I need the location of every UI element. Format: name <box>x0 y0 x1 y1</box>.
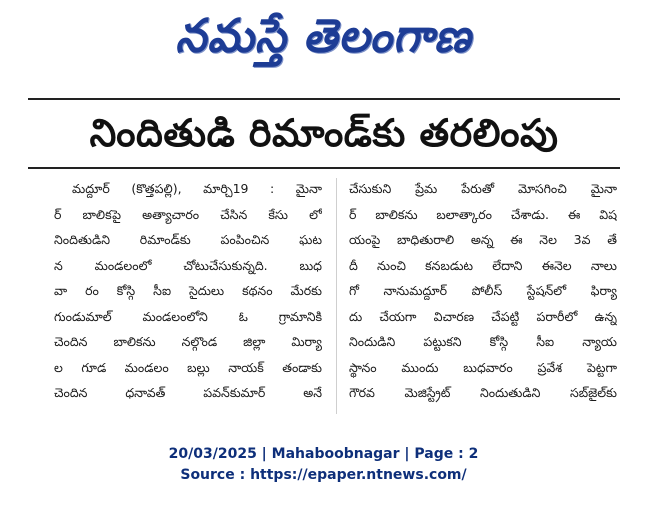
body-line: స్థానం ముందు బుధవారం ప్రవేశ పెట్టగా <box>349 359 617 375</box>
body-line: చేసుకుని ప్రేమ పేరుతో మోసగించి మైనా <box>349 181 617 196</box>
headline-top-rule <box>28 98 620 100</box>
body-line: నిందుడిని పట్టుకని కోస్గి సీఐ న్యాయ <box>349 334 617 349</box>
masthead <box>0 6 647 68</box>
edition-info: 20/03/2025 | Mahaboobnagar | Page : 2 <box>168 446 479 462</box>
column-divider <box>336 178 337 414</box>
body-line: దు చేయగా విచారణ చేపట్టి పరారీలో ఉన్న <box>349 308 617 324</box>
article-column-left <box>54 176 322 406</box>
body-line: వా రం కోస్గి సీఐ సైదులు కథనం మేరకు <box>54 283 322 298</box>
newspaper-logo: నమస్తే తెలంగాణ <box>175 9 472 64</box>
body-line: చెందిన ధనావత్ పవన్‌కుమార్ అనే <box>54 385 322 400</box>
headline-bottom-rule <box>28 167 620 169</box>
body-line: గో నానుమద్దూర్ పోలీస్ స్టేషన్‌లో ఫిర్యా <box>349 283 617 298</box>
body-line: గుండుమాల్ మండలంలోని ఓ గ్రామానికి <box>54 308 322 324</box>
article-column-right <box>349 176 617 406</box>
article-body <box>54 176 616 416</box>
body-line: ర్ బాలికపై అత్యాచారం చేసిన కేసు లో <box>54 206 322 222</box>
body-line: న మండలంలో చోటుచేసుకున్నది. బుధ <box>54 257 322 273</box>
body-line: ర్ బాలికను బలాత్కారం చేశాడు. ఈ విష <box>349 206 617 222</box>
body-line: చెందిన బాలికను నల్గొండ జిల్లా మిర్యా <box>54 334 322 349</box>
body-line: దీ నుంచి కనబడుట లేదాని ఈనెల నాలు <box>349 257 617 273</box>
body-line: యంపై బాధితురాలి అన్న ఈ నెల 3వ తే <box>349 232 617 247</box>
body-line: నిందితుడిని రిమాండ్‌కు పంపించిన ఘట <box>54 232 322 247</box>
article-headline: నిందితుడి రిమాండ్‌కు తరలింపు <box>89 111 559 155</box>
body-line: మద్దూర్ (కొత్తపల్లి), మార్చి19 : మైనా <box>72 181 322 196</box>
source-footer <box>0 444 647 486</box>
body-line: గౌరవ మెజిస్ట్రేట్ నిందుతుడిని సబ్‌జైల్‌కు <box>349 385 617 400</box>
body-line: ల గూడ మండలం బల్లు నాయక్ తండాకు <box>54 359 322 375</box>
source-link[interactable]: Source : https://epaper.ntnews.com/ <box>180 467 467 483</box>
